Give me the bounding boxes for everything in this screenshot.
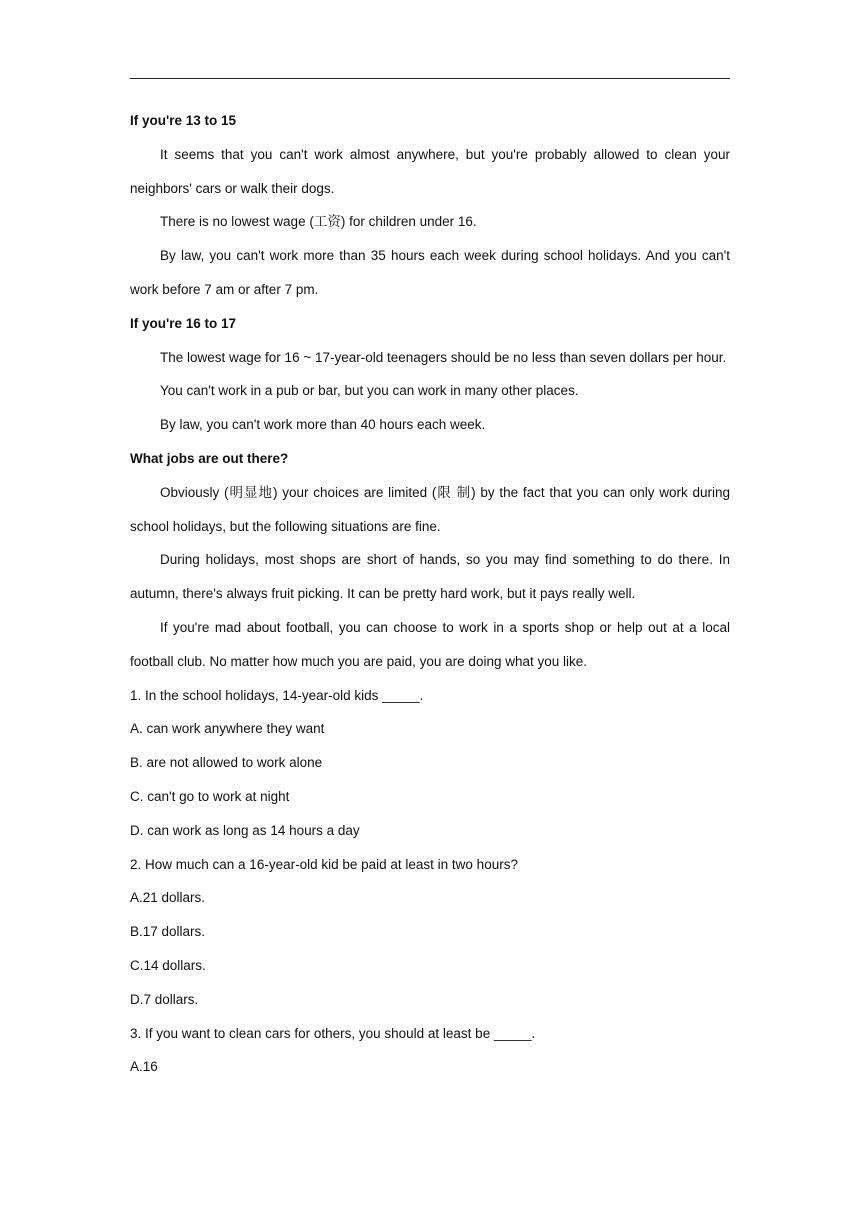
- answer-option: D. can work as long as 14 hours a day: [130, 822, 360, 838]
- question-stem: 3. If you want to clean cars for others, you should at least be _____.: [130, 1025, 536, 1041]
- paragraph: If you're mad about football, you can choose to work in a sports shop or help out at a local football club. No matter how much you are paid, you are doing what you like.: [130, 619, 730, 669]
- paragraph: You can't work in a pub or bar, but you can work in many other places.: [160, 383, 579, 399]
- answer-option: B. are not allowed to work alone: [130, 755, 323, 771]
- section-heading: What jobs are out there?: [130, 450, 289, 466]
- answer-option: C.14 dollars.: [130, 957, 206, 973]
- header-rule: [130, 78, 730, 79]
- answer-option: A.16: [130, 1059, 158, 1075]
- paragraph: By law, you can't work more than 40 hours each week.: [160, 417, 486, 433]
- answer-option: D.7 dollars.: [130, 991, 199, 1007]
- paragraph: The lowest wage for 16 ~ 17-year-old teenagers should be no less than seven dollars per hour.: [160, 349, 727, 365]
- paragraph: Obviously (明显地) your choices are limited (限 制) by the fact that you can only work during school holidays, but the following situations are fine.: [130, 484, 730, 534]
- question-stem: 2. How much can a 16-year-old kid be paid at least in two hours?: [130, 856, 518, 872]
- section-heading: If you're 16 to 17: [130, 315, 236, 331]
- answer-option: A. can work anywhere they want: [130, 721, 325, 737]
- answer-option: B.17 dollars.: [130, 924, 206, 940]
- paragraph: It seems that you can't work almost anywhere, but you're probably allowed to clean your neighbors' cars or walk their dogs.: [130, 146, 730, 196]
- document-body: [130, 104, 730, 1084]
- section-heading: If you're 13 to 15: [130, 113, 236, 128]
- answer-option: A.21 dollars.: [130, 890, 206, 906]
- paragraph: By law, you can't work more than 35 hours each week during school holidays. And you can't work before 7 am or after 7 pm.: [130, 248, 730, 297]
- answer-option: C. can't go to work at night: [130, 788, 290, 804]
- paragraph: During holidays, most shops are short of hands, so you may find something to do there. In autumn, there's always fruit picking. It can be pretty hard work, but it pays really well.: [130, 552, 730, 602]
- paragraph: There is no lowest wage (工资) for children under 16.: [160, 214, 477, 230]
- question-stem: 1. In the school holidays, 14-year-old kids _____.: [130, 687, 424, 703]
